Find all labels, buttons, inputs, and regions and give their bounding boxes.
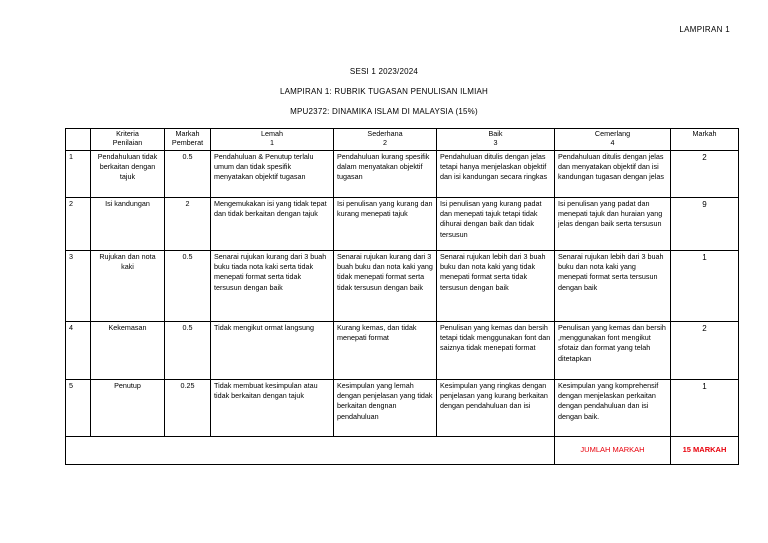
row-lemah: Tidak mengikut ormat langsung xyxy=(211,322,334,380)
course-heading: MPU2372: DINAMIKA ISLAM DI MALAYSIA (15%) xyxy=(290,107,478,116)
table-row xyxy=(66,198,739,251)
row-baik: Penulisan yang kemas dan bersih tetapi tidak menggunakan font dan saiznya tidak menepati format xyxy=(437,322,555,380)
row-sederhana: Kurang kemas, dan tidak menepati format xyxy=(334,322,437,380)
header-no xyxy=(66,129,91,151)
row-number: 1 xyxy=(66,151,91,198)
table-row xyxy=(66,322,739,380)
row-sederhana: Pendahuluan kurang spesifik dalam menyatakan objektif tugasan xyxy=(334,151,437,198)
row-weight: 0.5 xyxy=(165,322,211,380)
row-baik: Kesimpulan yang ringkas dengan penjelasan yang kurang berkaitan dengan pendahuluan dan isi xyxy=(437,380,555,437)
row-criteria: Pendahuluan tidak berkaitan dengan tajuk xyxy=(91,151,165,198)
row-mark: 2 xyxy=(671,322,739,380)
row-lemah: Pendahuluan & Penutup terlalu umum dan tidak spesifik menyatakan objektif tugasan xyxy=(211,151,334,198)
total-label: JUMLAH MARKAH xyxy=(555,437,671,465)
lampiran-tag: LAMPIRAN 1 xyxy=(679,25,730,34)
row-cemerlang: Pendahuluan ditulis dengan jelas dan menyatakan objektif dan isi kandungan tugasan dengan jelas xyxy=(555,151,671,198)
row-weight: 2 xyxy=(165,198,211,251)
total-value: 15 MARKAH xyxy=(671,437,739,465)
row-criteria: Rujukan dan nota kaki xyxy=(91,251,165,322)
row-sederhana: Senarai rujukan kurang dari 3 buah buku dan nota kaki yang tidak menepati format serta tidak tersusun dengan baik xyxy=(334,251,437,322)
row-mark: 1 xyxy=(671,251,739,322)
row-sederhana: Kesimpulan yang lemah dengan penjelasan yang tidak berkaitan dengnan pendahuluan xyxy=(334,380,437,437)
row-sederhana: Isi penulisan yang kurang dan kurang menepati tajuk xyxy=(334,198,437,251)
header-cemerlang: Cemerlang 4 xyxy=(555,129,671,151)
row-cemerlang: Senarai rujukan lebih dari 3 buah buku dan nota kaki yang menepati format serta tersusun dengan baik xyxy=(555,251,671,322)
table-row xyxy=(66,151,739,198)
row-cemerlang: Penulisan yang kemas dan bersih ,menggunakan font mengikut sfotaiz dan format yang telah ditetapkan xyxy=(555,322,671,380)
row-weight: 0.5 xyxy=(165,151,211,198)
row-criteria: Penutup xyxy=(91,380,165,437)
row-lemah: Senarai rujukan kurang dari 3 buah buku tiada nota kaki serta tidak menepati format serta tidak tersusun dengan baik xyxy=(211,251,334,322)
row-baik: Isi penulisan yang kurang padat dan menepati tajuk tetapi tidak dihurai dengan baik dan tidak tersusun xyxy=(437,198,555,251)
document-title: LAMPIRAN 1: RUBRIK TUGASAN PENULISAN ILMIAH xyxy=(279,87,489,96)
header-mark: Markah xyxy=(671,129,739,151)
session-heading: SESI 1 2023/2024 xyxy=(349,67,419,76)
row-number: 4 xyxy=(66,322,91,380)
row-baik: Senarai rujukan lebih dari 3 buah buku dan nota kaki yang tidak menepati format serta tidak tersusun dengan baik xyxy=(437,251,555,322)
header-baik: Baik 3 xyxy=(437,129,555,151)
row-weight: 0.25 xyxy=(165,380,211,437)
row-lemah: Mengemukakan isi yang tidak tepat dan tidak berkaitan dengan tajuk xyxy=(211,198,334,251)
header-weight: Markah Pemberat xyxy=(165,129,211,151)
row-mark: 9 xyxy=(671,198,739,251)
header-criteria: Kriteria Penilaian xyxy=(91,129,165,151)
row-number: 3 xyxy=(66,251,91,322)
row-cemerlang: Isi penulisan yang padat dan menepati tajuk dan huraian yang jelas dengan baik serta tersusun xyxy=(555,198,671,251)
row-number: 5 xyxy=(66,380,91,437)
table-row xyxy=(66,251,739,322)
rubric-table xyxy=(65,128,739,465)
total-row xyxy=(66,437,739,465)
row-cemerlang: Kesimpulan yang komprehensif dengan menjelaskan perkaitan dengan pendahuluan dan isi dengan baik. xyxy=(555,380,671,437)
table-row xyxy=(66,380,739,437)
header-lemah: Lemah 1 xyxy=(211,129,334,151)
header-sederhana: Sederhana 2 xyxy=(334,129,437,151)
row-mark: 2 xyxy=(671,151,739,198)
row-weight: 0.5 xyxy=(165,251,211,322)
header-row xyxy=(66,129,739,151)
row-criteria: Kekemasan xyxy=(91,322,165,380)
row-lemah: Tidak membuat kesimpulan atau tidak berkaitan dengan tajuk xyxy=(211,380,334,437)
row-criteria: Isi kandungan xyxy=(91,198,165,251)
row-mark: 1 xyxy=(671,380,739,437)
row-baik: Pendahuluan ditulis dengan jelas tetapi hanya menjelaskan objektif dan isi kandungan secara ringkas xyxy=(437,151,555,198)
row-number: 2 xyxy=(66,198,91,251)
total-spacer xyxy=(66,437,555,465)
